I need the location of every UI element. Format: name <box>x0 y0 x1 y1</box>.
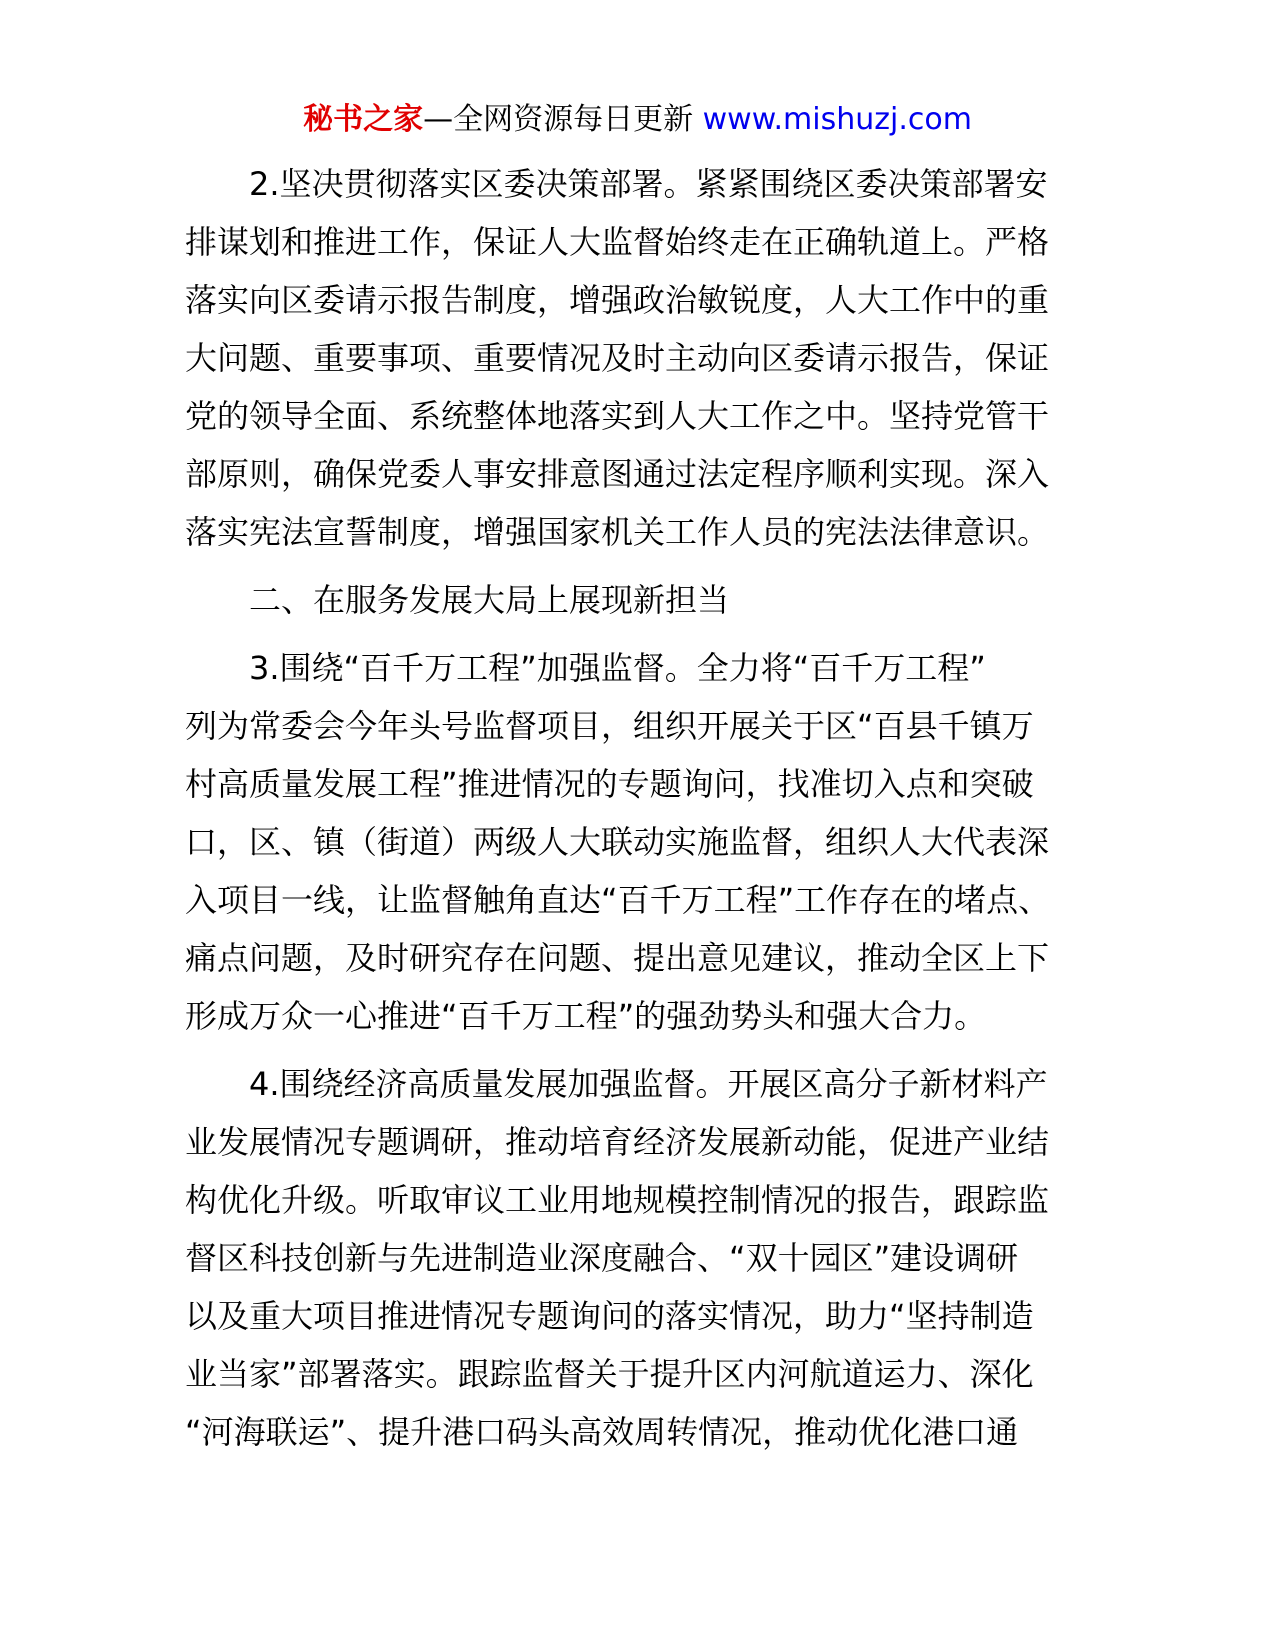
document-body <box>185 155 1100 1461</box>
website-link[interactable]: www.mishuzj.com <box>702 102 972 137</box>
paragraph-item-3: 3.围绕“百千万工程”加强监督。全力将“百千万工程” 列为常委会今年头号监督项目，组织开展关于区“百县千镇万 村高质量发展工程”推进情况的专题询问，找准切入点和突破 口，区、镇（街道）两级人大联动实施监督，组织人大代表深 入项目一线，让监督触角直达“百千万工程”工作存在的堵点、 痛点问题，及时研究存在问题、提出意见建议，推动全区上下 形成万众一心推进“百千万工程”的强劲势头和强大合力。 <box>185 649 1051 1035</box>
paragraph-item-2: 2.坚决贯彻落实区委决策部署。紧紧围绕区委决策部署安 排谋划和推进工作，保证人大监督始终走在正确轨道上。严格 落实向区委请示报告制度，增强政治敏锐度，人大工作中的重 大问题、重要事项、重要情况及时主动向区委请示报告，保证 党的领导全面、系统整体地落实到人大工作之中。坚持党管干 部原则，确保党委人事安排意图通过法定程序顺利实现。深入 落实宪法宣誓制度，增强国家机关工作人员的宪法法律意识。 <box>185 165 1050 551</box>
brand-name: 秘书之家 <box>303 102 424 137</box>
page-header <box>0 100 1275 140</box>
header-slogan: —全网资源每日更新 <box>423 102 703 137</box>
section-heading-2: 二、在服务发展大局上展现新担当 <box>249 581 730 619</box>
paragraph-item-4: 4.围绕经济高质量发展加强监督。开展区高分子新材料产 业发展情况专题调研，推动培育经济发展新动能，促进产业结 构优化升级。听取审议工业用地规模控制情况的报告，跟踪监 督区科技创新与先进制造业深度融合、“双十园区”建设调研 以及重大项目推进情况专题询问的落实情况，助力“坚持制造 业当家”部署落实。跟踪监督关于提升区内河航道运力、深化 “河海联运”、提升港口码头高效周转情况，推动优化港口通 <box>185 1065 1050 1451</box>
